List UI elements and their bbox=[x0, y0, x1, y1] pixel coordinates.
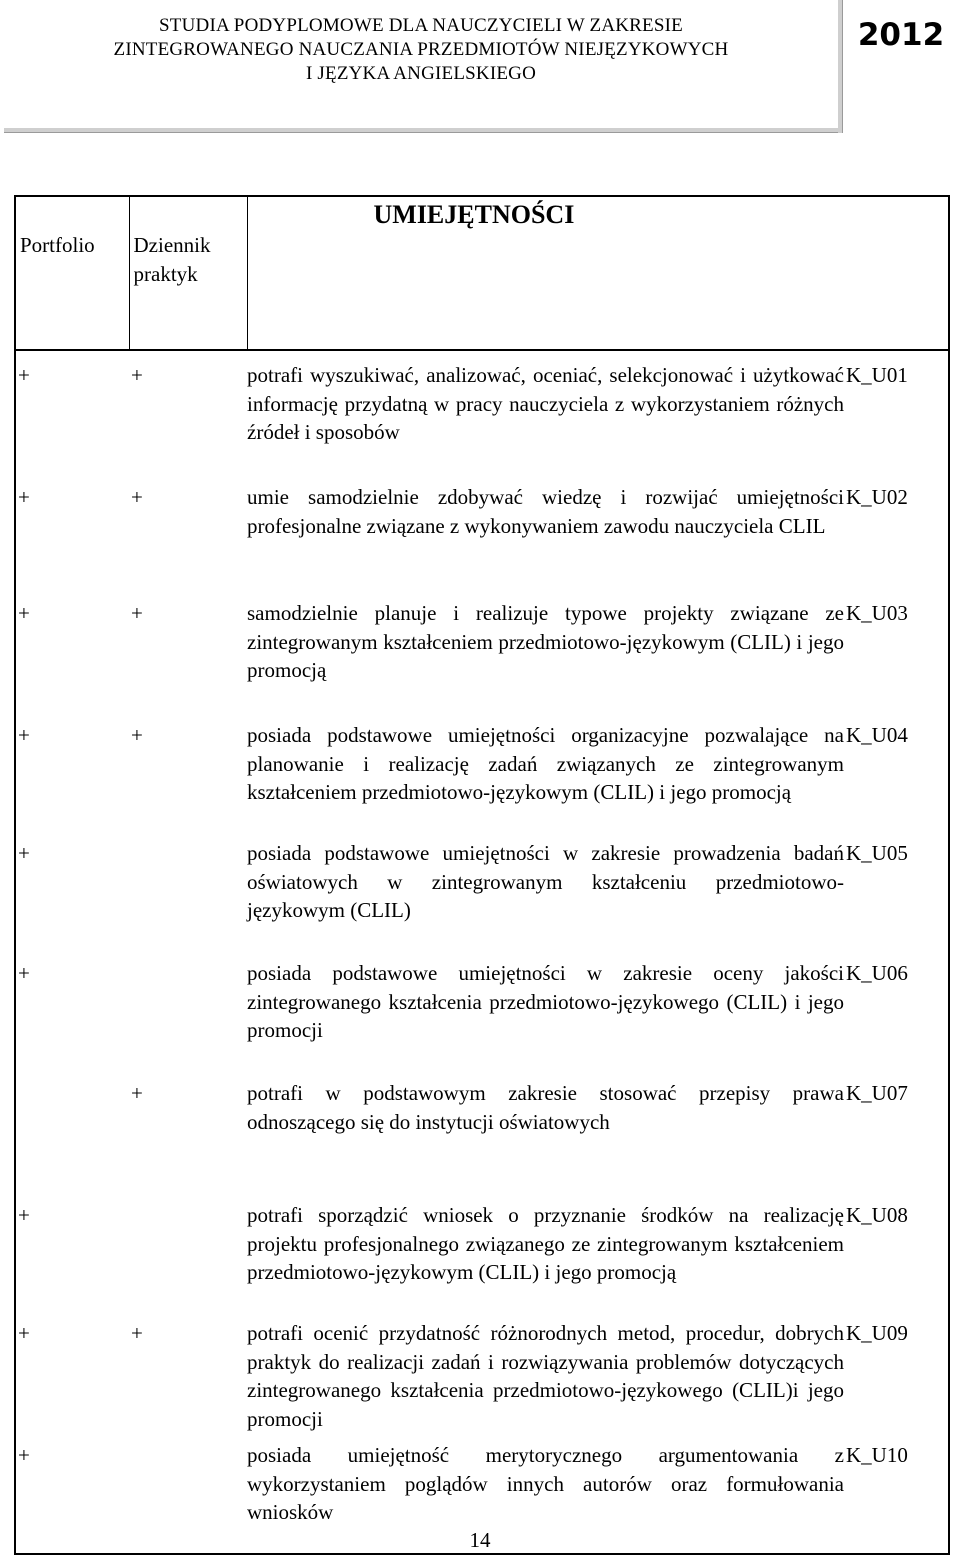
skill-code: K_U10 bbox=[846, 1435, 949, 1554]
section-title: UMIEJĘTNOŚCI bbox=[247, 196, 949, 350]
dziennik-mark: + bbox=[131, 1321, 143, 1345]
table-row bbox=[15, 713, 949, 831]
skill-description: umie samodzielnie zdobywać wiedzę i rozwijać umiejętności profesjonalne związane z wykonywaniem zawodu nauczyciela CLIL bbox=[247, 485, 844, 538]
portfolio-mark: + bbox=[15, 1189, 129, 1313]
skill-description: potrafi w podstawowym zakresie stosować przepisy prawa odnoszącego się do instytucji oświatowych bbox=[247, 1081, 844, 1134]
dziennik-mark: + bbox=[131, 485, 143, 509]
table-row bbox=[15, 475, 949, 591]
table-row bbox=[15, 1313, 949, 1435]
skill-description: samodzielnie planuje i realizuje typowe projekty związane ze zintegrowanym kształceniem przedmiotowo-językowym (CLIL) i jego promocją bbox=[247, 601, 844, 682]
table-row bbox=[15, 350, 949, 475]
skill-code: K_U06 bbox=[846, 951, 949, 1071]
table-row bbox=[15, 1071, 949, 1189]
portfolio-mark: + bbox=[15, 713, 129, 831]
skills-table bbox=[14, 195, 950, 1555]
skill-description: posiada podstawowe umiejętności organizacyjne pozwalające na planowanie i realizację zadań związanych ze zintegrowanym kształceniem przedmiotowo-językowym (CLIL) i jego promocją bbox=[247, 723, 844, 804]
dziennik-mark: + bbox=[131, 1081, 143, 1105]
portfolio-mark bbox=[15, 1071, 129, 1189]
skill-code: K_U01 bbox=[846, 350, 949, 475]
skill-code: K_U08 bbox=[846, 1189, 949, 1313]
table-row bbox=[15, 831, 949, 951]
portfolio-mark: + bbox=[15, 475, 129, 591]
table-row bbox=[15, 591, 949, 713]
skill-description: potrafi wyszukiwać, analizować, oceniać, selekcjonować i użytkować informację przydatną w pracy nauczyciela z wykorzystaniem różnych źródeł i sposobów bbox=[247, 363, 844, 444]
table-row bbox=[15, 951, 949, 1071]
skill-code: K_U04 bbox=[846, 713, 949, 831]
portfolio-mark: + bbox=[15, 1435, 129, 1554]
dziennik-mark: + bbox=[131, 363, 143, 387]
skill-description: posiada podstawowe umiejętności w zakresie oceny jakości zintegrowanego kształcenia przedmiotowo-językowego (CLIL) i jego promocji bbox=[247, 961, 844, 1042]
table-header-row bbox=[15, 196, 949, 350]
dziennik-mark: + bbox=[131, 723, 143, 747]
skill-description: posiada umiejętność merytorycznego argumentowania z wykorzystaniem poglądów innych autorów oraz formułowania wniosków bbox=[247, 1435, 846, 1554]
page-number: 14 bbox=[469, 1528, 491, 1552]
skill-code: K_U02 bbox=[846, 475, 949, 591]
column-header-dziennik-label: Dziennik praktyk bbox=[133, 233, 211, 286]
skill-code: K_U05 bbox=[846, 831, 949, 951]
portfolio-mark: + bbox=[15, 951, 129, 1071]
portfolio-mark: + bbox=[15, 1313, 129, 1435]
portfolio-mark: + bbox=[15, 831, 129, 951]
table-row bbox=[15, 1189, 949, 1313]
dziennik-mark bbox=[129, 1189, 247, 1313]
skill-code: K_U07 bbox=[846, 1071, 949, 1189]
column-header-dziennik bbox=[129, 196, 247, 350]
portfolio-mark: + bbox=[15, 350, 129, 475]
skill-code: K_U09 bbox=[846, 1313, 949, 1435]
skill-description: posiada podstawowe umiejętności w zakresie prowadzenia badań oświatowych w zintegrowanym kształceniu przedmiotowo-językowym (CLIL) bbox=[247, 841, 844, 922]
skill-code: K_U03 bbox=[846, 591, 949, 713]
page-header bbox=[0, 0, 960, 136]
skill-description: potrafi ocenić przydatność różnorodnych metod, procedur, dobrych praktyk do realizacji zadań i rozwiązywania problemów dotyczących zintegrowanego kształcenia przedmiotowo-językowego (CLIL)i jego promocji bbox=[247, 1321, 844, 1431]
skill-description: potrafi sporządzić wniosek o przyznanie środków na realizację projektu profesjonalnego związanego ze zintegrowanym kształceniem przedmiotowo-językowym (CLIL) i jego promocją bbox=[247, 1203, 844, 1284]
dziennik-mark: + bbox=[131, 601, 143, 625]
header-year: 2012 bbox=[857, 17, 945, 53]
header-title-line: I JĘZYKA ANGIELSKIEGO bbox=[305, 63, 537, 84]
portfolio-mark: + bbox=[15, 591, 129, 713]
dziennik-mark bbox=[129, 831, 247, 951]
header-title-line: STUDIA PODYPLOMOWE DLA NAUCZYCIELI W ZAKRESIE bbox=[159, 15, 683, 36]
header-title bbox=[0, 14, 842, 86]
header-vertical-divider bbox=[838, 0, 843, 133]
column-header-portfolio: Portfolio bbox=[15, 196, 129, 350]
dziennik-mark bbox=[129, 951, 247, 1071]
header-title-line: ZINTEGROWANEGO NAUCZANIA PRZEDMIOTÓW NIEJĘZYKOWYCH bbox=[113, 39, 729, 60]
header-divider bbox=[4, 128, 842, 133]
